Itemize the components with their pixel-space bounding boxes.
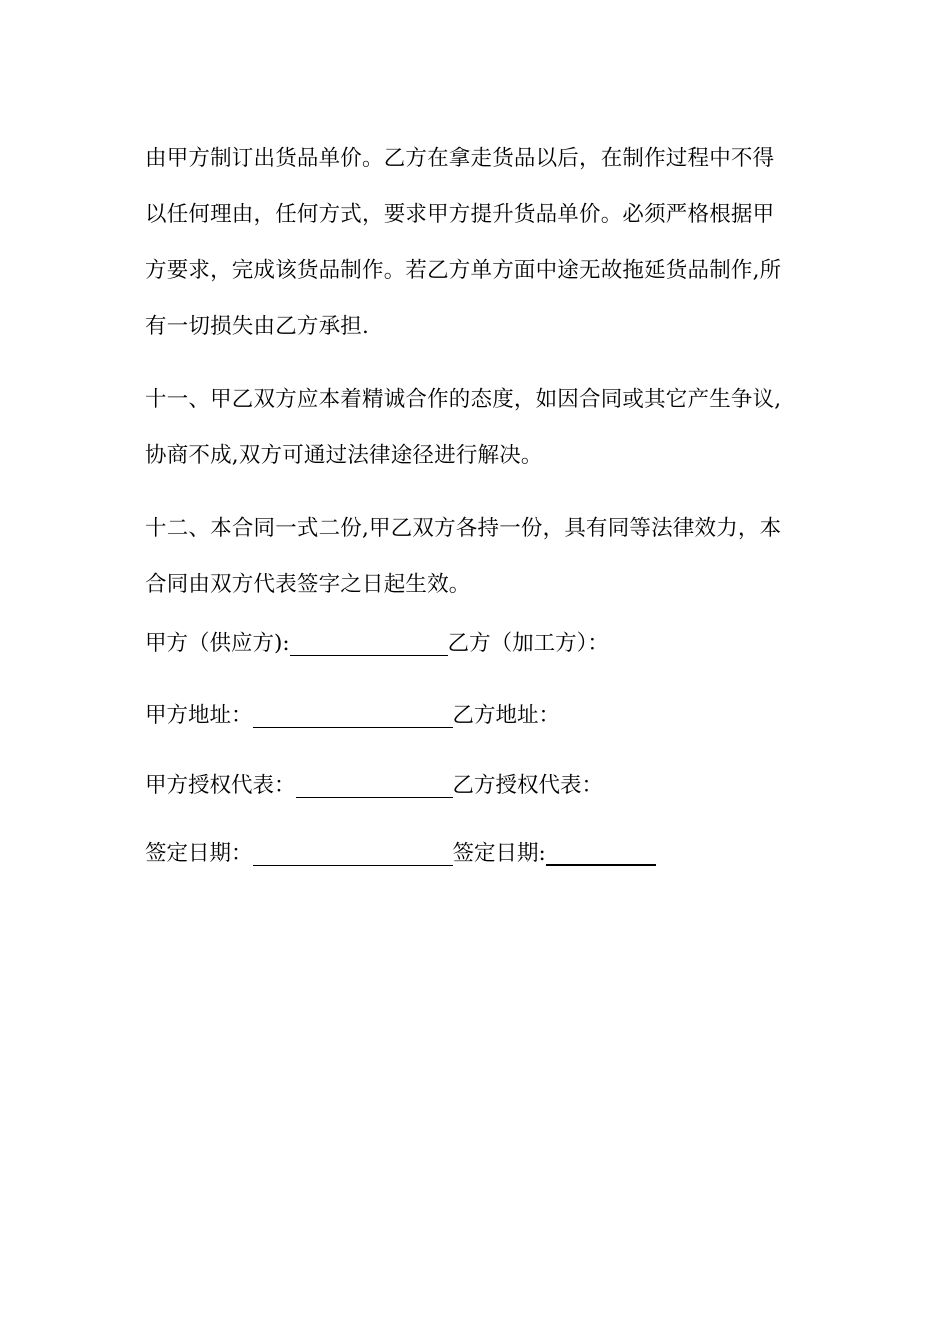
party-b-date-label: 签定日期: (452, 841, 546, 866)
signature-row-parties (145, 624, 609, 664)
text-line: 十二、本合同一式二份,甲乙双方各持一份，具有同等法律效力，本 (145, 516, 782, 541)
clause-eleven-dispute (145, 372, 805, 484)
clause-twelve-copies (145, 501, 805, 613)
party-b-address-label: 乙方地址： (452, 703, 561, 728)
signature-row-date (145, 834, 656, 874)
signature-row-representative (145, 766, 603, 806)
party-a-rep-blank[interactable] (296, 769, 453, 798)
party-a-address-blank[interactable] (253, 699, 453, 728)
clause-pricing-paragraph (145, 131, 805, 355)
party-b-rep-label: 乙方授权代表： (452, 773, 604, 798)
party-a-date-label: 签定日期： (145, 841, 253, 866)
signature-row-address (145, 696, 560, 736)
text-line: 由甲方制订出货品单价。乙方在拿走货品以后，在制作过程中不得 (145, 146, 775, 171)
text-line: 有一切损失由乙方承担. (145, 314, 370, 339)
text-line: 协商不成,双方可通过法律途径进行解决。 (145, 443, 543, 468)
party-b-date-blank[interactable] (546, 836, 656, 866)
party-a-address-label: 甲方地址： (145, 703, 253, 728)
party-a-date-blank[interactable] (253, 837, 453, 866)
contract-body (145, 131, 805, 613)
party-a-supplier-label: 甲方（供应方): (145, 631, 290, 656)
text-line: 十一、甲乙双方应本着精诚合作的态度，如因合同或其它产生争议, (145, 387, 782, 412)
party-a-rep-label: 甲方授权代表： (145, 773, 296, 798)
text-line: 合同由双方代表签字之日起生效。 (145, 572, 471, 597)
party-b-processor-label: 乙方（加工方）： (447, 631, 609, 656)
party-a-name-blank[interactable] (290, 627, 448, 656)
text-line: 方要求，完成该货品制作。若乙方单方面中途无故拖延货品制作,所 (145, 258, 782, 283)
text-line: 以任何理由，任何方式，要求甲方提升货品单价。必须严格根据甲 (145, 202, 775, 227)
